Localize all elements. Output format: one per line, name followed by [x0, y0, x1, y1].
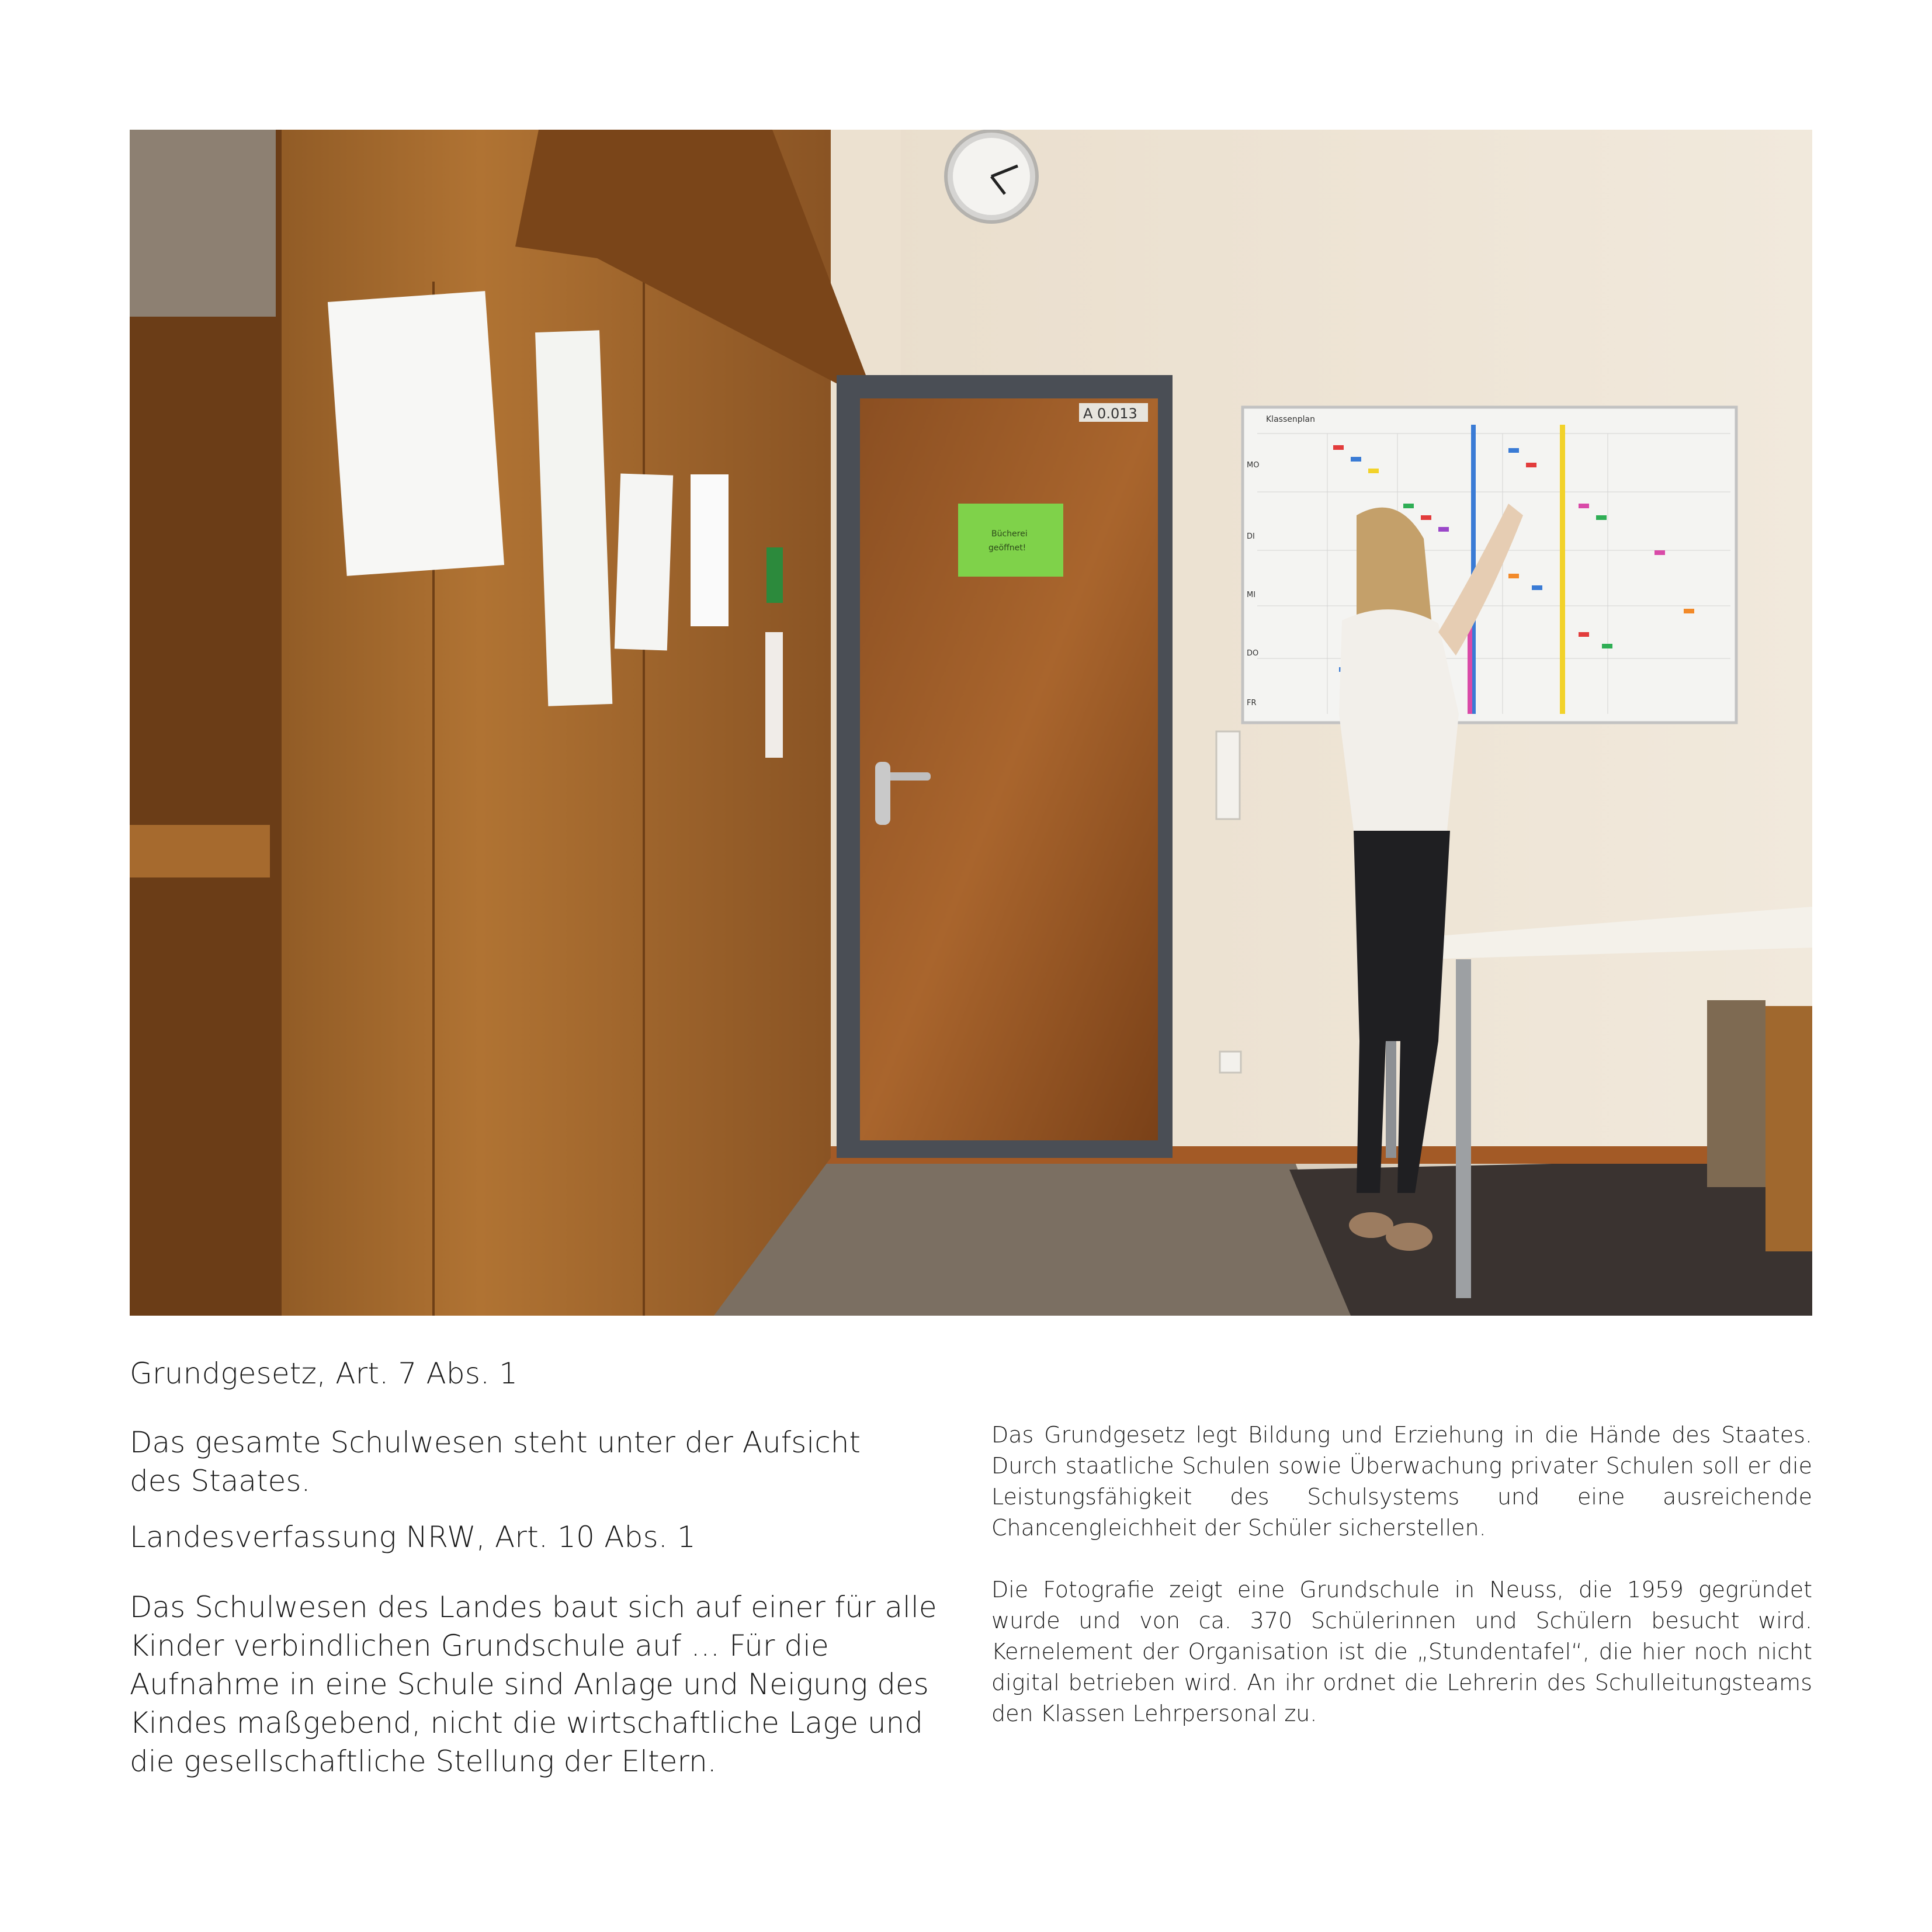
quote-landesverfassung: Das Schulwesen des Landes baut sich auf einer für alle Kinder verbindlichen Grundschule auf … Für die Aufnahme in eine Schule sind Anlage und Neigung des Kindes maßgebend, nicht die wirtschaftliche Lage und die gesellschaftliche Stellung der Eltern. [130, 1590, 937, 1778]
door-sign [958, 504, 1063, 577]
door-sign-line: geöffnet! [988, 543, 1026, 553]
door-lock [875, 762, 890, 825]
planner-stripe [1560, 425, 1565, 714]
poster-paper [691, 474, 729, 626]
niche-shelf [130, 825, 270, 877]
poster-paper [765, 632, 783, 758]
poster-paper [615, 474, 673, 651]
school-photo [130, 130, 1812, 1316]
planner-day: DO [1247, 649, 1259, 658]
light-switch [1216, 731, 1240, 819]
cardboard-box [1707, 1000, 1765, 1187]
wooden-chair [1765, 1006, 1812, 1251]
poster-paper [328, 291, 504, 576]
paragraph-photo-description: Die Fotografie zeigt eine Grundschule in Neuss, die 1959 gegründet wurde und von ca. 370 Schülerinnen und Schülern besucht wird. Kernelement der Organisation ist die „Stundentafel“, die hier noch nicht digital betrieben wird. An ihr ordnet die Lehrerin des Schulleitungsteams den Klassen Lehrpersonal zu. [991, 1577, 1812, 1726]
door-number: A 0.013 [1083, 405, 1137, 422]
cork-board [130, 130, 276, 317]
door-sign-line: Bücherei [991, 529, 1028, 539]
planner-day: DI [1247, 532, 1255, 541]
table-leg [1456, 959, 1471, 1298]
exit-sign [766, 547, 783, 603]
poster-paper [535, 330, 612, 706]
planner-day: FR [1247, 699, 1257, 707]
paragraph-explanation: Das Grundgesetz legt Bildung und Erziehung in die Hände des Staates. Durch staatliche Schulen sowie Überwachung privater Schulen soll er die Leistungsfähigkeit des Schulsystems und eine ausreichende Chancengleichheit der Schüler sicherstellen. [991, 1422, 1812, 1541]
heading-landesverfassung: Landesverfassung NRW, Art. 10 Abs. 1 [130, 1520, 696, 1554]
planner-day: MO [1247, 461, 1260, 470]
right-column [991, 1420, 1812, 1760]
planner-title: Klassenplan [1266, 415, 1315, 424]
wall-socket [1220, 1052, 1241, 1073]
heading-grundgesetz: Grundgesetz, Art. 7 Abs. 1 [130, 1357, 518, 1390]
quote-grundgesetz: Das gesamte Schulwesen steht unter der Aufsicht des Staates. [130, 1425, 861, 1498]
photo-illustration [130, 130, 1812, 1316]
planner-day: MI [1247, 591, 1256, 599]
